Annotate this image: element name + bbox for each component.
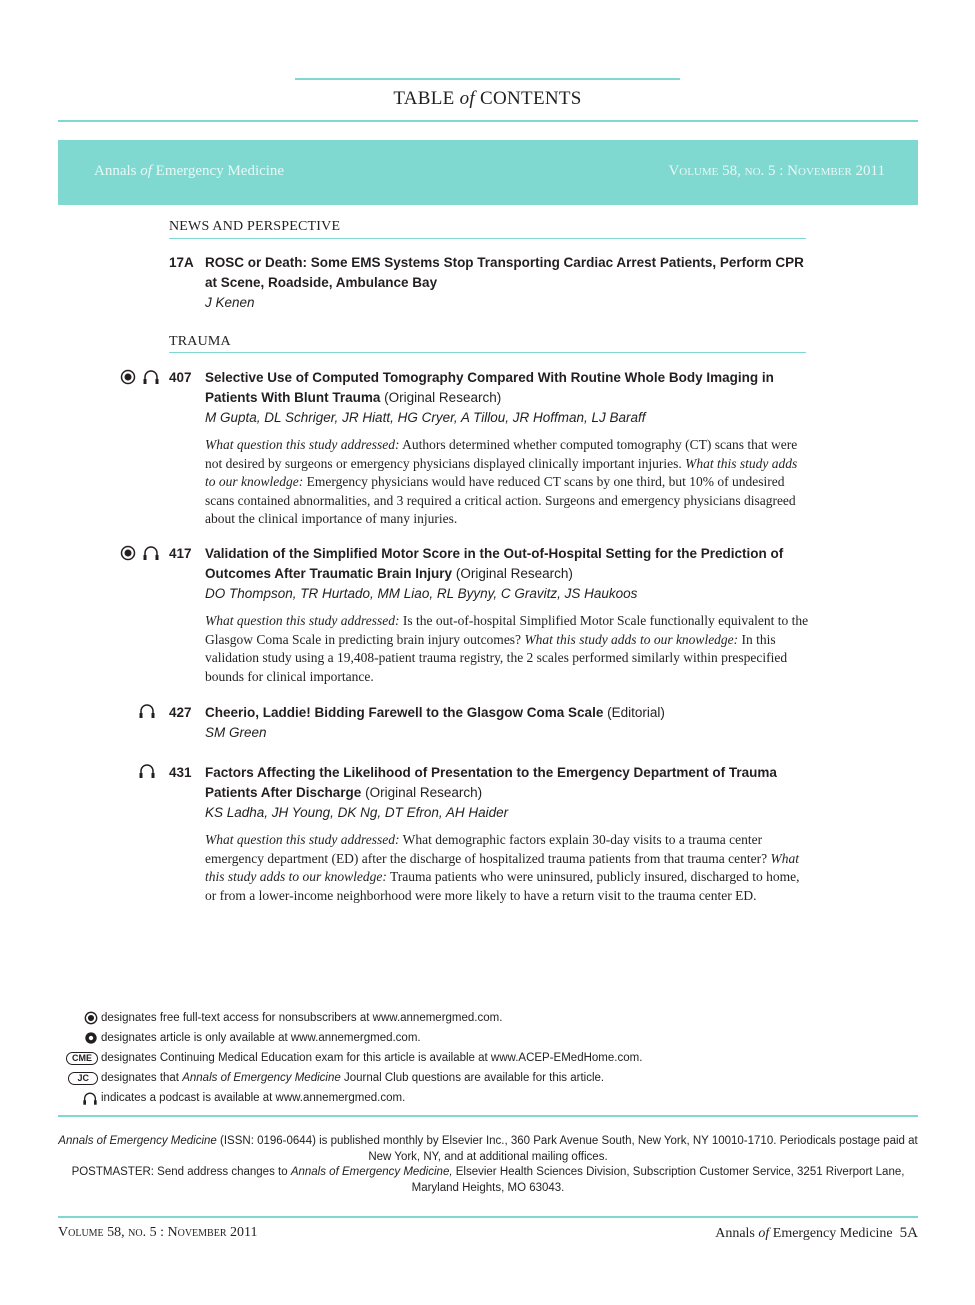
legend-row: designates free full-text access for nonsubscribers at www.annemergmed.com. (58, 1010, 502, 1026)
page-title: TABLE of CONTENTS (393, 88, 582, 109)
article-entry[interactable] (169, 368, 809, 529)
podcast-icon (82, 1091, 98, 1106)
podcast-icon (138, 763, 156, 779)
article-title[interactable]: Validation of the Simplified Motor Score in the Out-of-Hospital Setting for the Prediction of Outcomes After Traumatic Brain Injury (205, 546, 784, 581)
legend-row: JC designates that Annals of Emergency Medicine Journal Club questions are available for this article. (58, 1070, 604, 1086)
article-page: 427 (169, 705, 192, 720)
article-entry[interactable] (169, 544, 809, 686)
podcast-icon (142, 369, 160, 385)
article-title[interactable]: Selective Use of Computed Tomography Compared With Routine Whole Body Imaging in Patients With Blunt Trauma (205, 370, 774, 405)
article-page: 431 (169, 765, 192, 780)
cme-icon: CME (66, 1052, 98, 1065)
article-authors: J Kenen (205, 295, 255, 310)
article-authors: DO Thompson, TR Hurtado, MM Liao, RL Byyny, C Gravitz, JS Haukoos (205, 586, 638, 601)
online-only-icon (84, 1031, 98, 1045)
footer-issue: Volume 58, no. 5 : November 2011 (58, 1225, 258, 1240)
legend-row: indicates a podcast is available at www.annemergmed.com. (58, 1090, 405, 1106)
legend-row: CME designates Continuing Medical Education exam for this article is available at www.ACEP-EMedHome.com. (58, 1050, 642, 1066)
footer-journal: Annals of Emergency Medicine 5A (715, 1225, 918, 1241)
section-news-perspective: NEWS AND PERSPECTIVE (169, 219, 341, 234)
article-authors: KS Ladha, JH Young, DK Ng, DT Efron, AH Haider (205, 805, 509, 820)
icon-legend (58, 1010, 918, 1110)
article-icons (120, 369, 160, 385)
top-rule (295, 78, 680, 80)
article-entry[interactable] (169, 253, 809, 313)
article-title[interactable]: ROSC or Death: Some EMS Systems Stop Transporting Cardiac Arrest Patients, Perform CPR at Scene, Roadside, Ambulance Bay (205, 255, 804, 290)
article-title[interactable]: Cheerio, Laddie! Bidding Farewell to the Glasgow Coma Scale (205, 705, 604, 720)
footer-rule (58, 1216, 918, 1218)
journal-club-icon: JC (68, 1072, 98, 1085)
legend-rule (58, 1115, 918, 1117)
article-title[interactable]: Factors Affecting the Likelihood of Presentation to the Emergency Department of Trauma Patients After Discharge (205, 765, 777, 800)
banner-issue: Volume 58, no. 5 : November 2011 (668, 163, 885, 179)
article-page: 417 (169, 546, 192, 561)
article-summary: What question this study addressed: Is the out-of-hospital Simplified Motor Scale functionally equivalent to the Glasgow Coma Scale in predicting brain injury outcomes? What this study adds to our knowledge: In this validation study using a 19,408-patient trauma registry, the 2 scales performed similarly within prespecified bounds for clinical importance. (205, 613, 809, 684)
article-type: (Editorial) (607, 705, 665, 720)
article-icons (138, 763, 156, 779)
podcast-icon (138, 703, 156, 719)
article-page: 17A (169, 255, 194, 270)
section-trauma: TRAUMA (169, 334, 231, 349)
banner-journal-name: Annals of Emergency Medicine (94, 163, 285, 179)
article-authors: M Gupta, DL Schriger, JR Hiatt, HG Cryer, A Tillou, JR Hoffman, LJ Baraff (205, 410, 646, 425)
legend-row: designates article is only available at www.annemergmed.com. (58, 1030, 421, 1046)
article-summary: What question this study addressed: What demographic factors explain 30-day visits to a trauma center emergency department (ED) after the discharge of hospitalized trauma patients from that trauma center? What this study adds to our knowledge: Trauma patients who were uninsured, publicly insured, discharged to home, or from a lower-income neighborhood were more likely to have a return visit to the trauma center ED. (205, 832, 800, 903)
article-entry[interactable] (169, 763, 809, 905)
free-access-icon (84, 1011, 98, 1025)
article-page: 407 (169, 370, 192, 385)
article-icons (120, 545, 160, 561)
journal-banner (58, 140, 918, 205)
article-type: (Original Research) (365, 785, 483, 800)
title-rule (58, 120, 918, 122)
free-access-icon (120, 545, 136, 561)
publication-info: Annals of Emergency Medicine (ISSN: 0196-0644) is published monthly by Elsevier Inc., 360 Park Avenue South, New York, NY 10010-1710. Periodicals postage paid at New York, NY, and at additional mailing offices. POSTMASTER: Send address changes to Annals of Emergency Medicine, Elsevier Health Sciences Division, Subscription Customer Service, 3251 Riverport Lane, Maryland Heights, MO 63043. (58, 1135, 918, 1194)
article-type: (Original Research) (384, 390, 502, 405)
section-rule (169, 352, 806, 353)
article-type: (Original Research) (455, 566, 573, 581)
article-entry[interactable] (169, 703, 809, 743)
article-summary: What question this study addressed: Authors determined whether computed tomography (CT) scans that were not desired by surgeons or emergency physicians displayed clinically important injuries. What this study adds to our knowledge: Emergency physicians would have reduced CT scans by one third, but 10% of undesired scans contained abnormalities, and 3 required a critical action. Surgeons and emergency physicians disagreed about the clinical importance of many injuries. (205, 437, 798, 526)
section-rule (169, 238, 806, 239)
free-access-icon (120, 369, 136, 385)
article-icons (138, 703, 156, 719)
page-number: 5A (899, 1225, 918, 1241)
article-authors: SM Green (205, 725, 267, 740)
podcast-icon (142, 545, 160, 561)
